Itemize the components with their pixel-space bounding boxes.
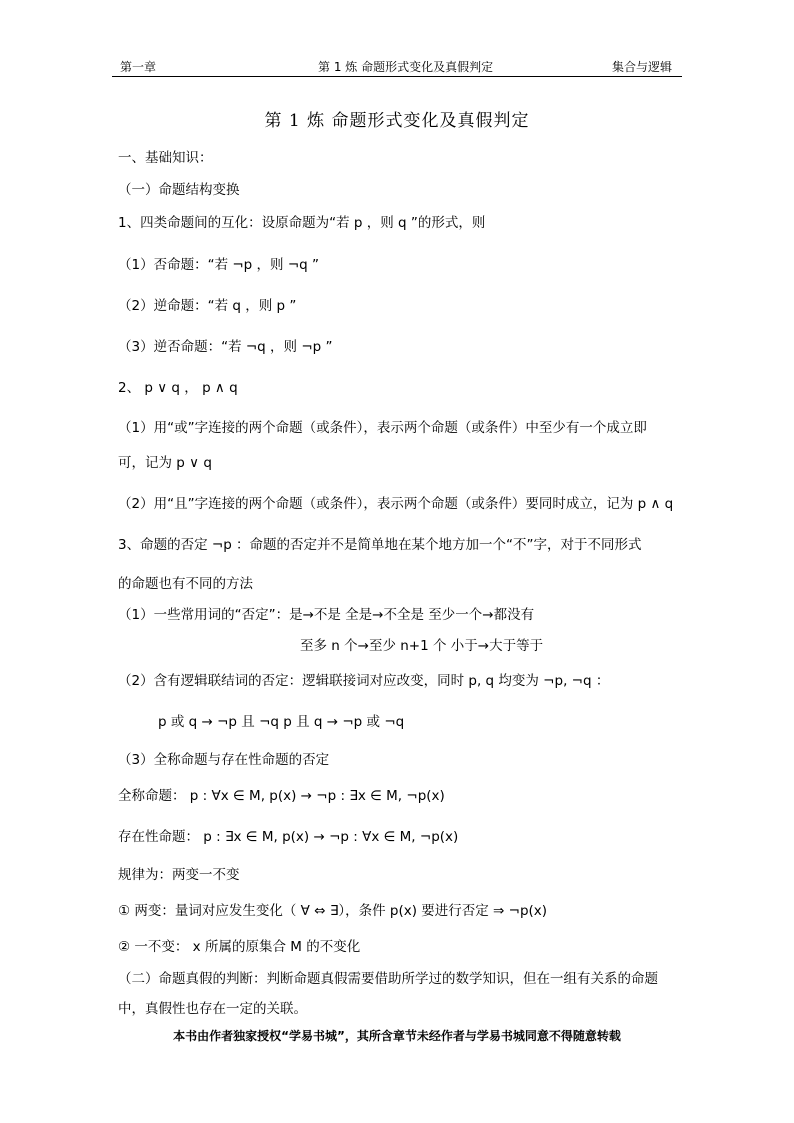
body-line: 的命题也有不同的方法 [118,576,253,592]
body-line: （2）含有逻辑联结词的否定：逻辑联接词对应改变，同时 p, q 均变为 ¬p, ¬q ： [118,673,610,689]
body-line: 存在性命题： p : ∃x ∈ M, p(x) → ¬p : ∀x ∈ M, ¬p(x) [118,829,459,845]
page-title: 第 1 炼 命题形式变化及真假判定 [264,111,530,131]
body-line: 2、 p ∨ q ， p ∧ q [118,380,238,396]
header-rule [112,76,682,77]
body-line: 至多 n 个→至少 n+1 个 小于→大于等于 [300,638,544,654]
body-line: ① 两变：量词对应发生变化（ ∀ ⇔ ∃），条件 p(x) 要进行否定 ⇒ ¬p(x) [118,903,548,919]
body-line: （二）命题真假的判断：判断命题真假需要借助所学过的数学知识，但在一组有关系的命题 [118,971,658,987]
body-line: 可，记为 p ∨ q [118,455,212,471]
body-line: 3、命题的否定 ¬p ：命题的否定并不是简单地在某个地方加一个“不”字，对于不同形式 [118,537,642,553]
body-line: 全称命题： p : ∀x ∈ M, p(x) → ¬p : ∃x ∈ M, ¬p(x) [118,788,445,804]
body-line: 规律为：两变一不变 [118,867,240,883]
header-chapter: 第一章 [120,60,157,74]
body-line: （1）用“或”字连接的两个命题（或条件），表示两个命题（或条件）中至少有一个成立即 [118,420,647,436]
body-line: 1、四类命题间的互化：设原命题为“若 p ，则 q ”的形式，则 [118,215,486,231]
body-line: （3）全称命题与存在性命题的否定 [118,752,330,768]
header-section: 第 1 炼 命题形式变化及真假判定 [318,60,494,74]
body-line: ② 一不变： x 所属的原集合 M 的不变化 [118,939,361,955]
body-line: （一）命题结构变换 [118,182,240,198]
body-line: （2）用“且”字连接的两个命题（或条件），表示两个命题（或条件）要同时成立，记为 p ∧ q [118,496,674,512]
body-line: （1）否命题：“若 ¬p ，则 ¬q ” [118,257,320,273]
copyright-footer: 本书由作者独家授权“学易书城”，其所含章节未经作者与学易书城同意不得随意转载 [173,1029,621,1043]
body-line: （2）逆命题：“若 q ，则 p ” [118,298,297,314]
body-line: p 或 q → ¬p 且 ¬q p 且 q → ¬p 或 ¬q [158,714,405,730]
header-topic: 集合与逻辑 [612,60,673,74]
body-line: （1）一些常用词的“否定”：是→不是 全是→不全是 至少一个→都没有 [118,607,535,623]
body-line: （3）逆否命题：“若 ¬q ，则 ¬p ” [118,339,333,355]
body-line: 一、基础知识： [118,150,213,166]
body-line: 中，真假性也存在一定的关联。 [118,1001,307,1017]
